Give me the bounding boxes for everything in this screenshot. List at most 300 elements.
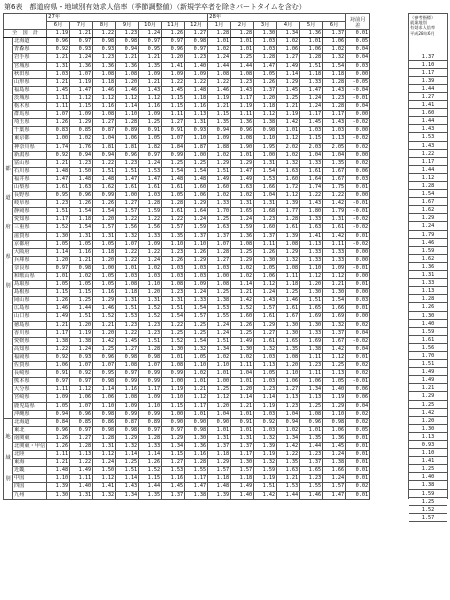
- ratio-cell: 1.37: [254, 86, 277, 94]
- table-row: [4, 159, 370, 167]
- ratio-cell: 1.04: [208, 410, 231, 418]
- table-row: [4, 451, 370, 459]
- ratio-cell: 1.03: [254, 378, 277, 386]
- diff-cell: -0.01: [346, 94, 370, 102]
- diff-cell: 0.02: [346, 370, 370, 378]
- group-label-char: 別: [5, 476, 11, 483]
- row-name: 福島県: [13, 86, 47, 94]
- ratio-cell: 1.08: [93, 70, 116, 78]
- ratio-cell: 1.72: [277, 183, 300, 191]
- reference-value: 1.17: [409, 69, 447, 77]
- reference-value: 1.60: [409, 109, 447, 117]
- ratio-cell: 1.51: [116, 167, 139, 175]
- ratio-cell: 0.98: [116, 353, 139, 361]
- ratio-cell: 1.21: [231, 402, 254, 410]
- ratio-cell: 1.74: [300, 183, 323, 191]
- ratio-cell: 1.08: [162, 281, 185, 289]
- ratio-cell: 1.23: [300, 362, 323, 370]
- table-row: [4, 370, 370, 378]
- ratio-cell: 1.48: [162, 175, 185, 183]
- ratio-cell: 1.06: [300, 378, 323, 386]
- ratio-cell: 1.37: [323, 30, 346, 38]
- reference-value: 1.56: [409, 344, 447, 352]
- ratio-cell: 1.25: [231, 248, 254, 256]
- ratio-cell: 0.97: [139, 151, 162, 159]
- ratio-cell: 1.65: [300, 467, 323, 475]
- ratio-cell: 1.42: [231, 297, 254, 305]
- diff-cell: 0.01: [346, 232, 370, 240]
- ratio-cell: 1.13: [323, 135, 346, 143]
- ratio-cell: 1.90: [231, 143, 254, 151]
- diff-cell: 0.00: [346, 151, 370, 159]
- ratio-cell: 1.34: [116, 491, 139, 499]
- row-name: 愛知県: [13, 216, 47, 224]
- table-row: [4, 240, 370, 248]
- ratio-cell: 1.59: [231, 224, 254, 232]
- ratio-cell: 1.37: [300, 459, 323, 467]
- ratio-cell: 1.04: [93, 135, 116, 143]
- ratio-cell: 1.70: [208, 208, 231, 216]
- ratio-cell: 1.63: [277, 167, 300, 175]
- ratio-cell: 1.11: [254, 240, 277, 248]
- ratio-cell: 1.57: [185, 313, 208, 321]
- ratio-cell: 1.49: [208, 175, 231, 183]
- ratio-cell: 1.02: [277, 38, 300, 46]
- diff-cell: 0.02: [346, 143, 370, 151]
- ratio-cell: 1.20: [277, 362, 300, 370]
- ratio-cell: 1.22: [208, 78, 231, 86]
- ratio-cell: 1.24: [70, 345, 93, 353]
- ratio-cell: 1.07: [70, 70, 93, 78]
- reference-value: 1.12: [409, 174, 447, 182]
- ratio-cell: 1.61: [116, 183, 139, 191]
- ratio-cell: 0.96: [300, 418, 323, 426]
- ratio-cell: 1.26: [231, 321, 254, 329]
- ratio-cell: 1.01: [231, 151, 254, 159]
- ratio-cell: 1.74: [47, 143, 70, 151]
- ratio-cell: 1.31: [231, 200, 254, 208]
- diff-cell: 0.03: [346, 175, 370, 183]
- ratio-cell: 1.47: [300, 86, 323, 94]
- table-row: [4, 386, 370, 394]
- ratio-cell: 1.06: [277, 46, 300, 54]
- ratio-cell: 1.25: [208, 289, 231, 297]
- ratio-cell: 1.21: [70, 256, 93, 264]
- table-row: [4, 321, 370, 329]
- ratio-cell: 1.03: [254, 410, 277, 418]
- ratio-cell: 1.14: [254, 394, 277, 402]
- ratio-cell: 0.91: [162, 127, 185, 135]
- ratio-cell: 1.19: [70, 329, 93, 337]
- ratio-cell: 1.08: [116, 394, 139, 402]
- header-month: 11月: [162, 22, 185, 30]
- table-row: [4, 313, 370, 321]
- row-name: 島根県: [13, 289, 47, 297]
- ratio-cell: 1.05: [70, 240, 93, 248]
- ratio-cell: 1.33: [300, 216, 323, 224]
- ratio-cell: 1.32: [254, 459, 277, 467]
- ratio-cell: 1.14: [231, 281, 254, 289]
- ratio-cell: 1.18: [231, 475, 254, 483]
- ratio-cell: 1.12: [116, 94, 139, 102]
- diff-cell: 0.01: [346, 451, 370, 459]
- ratio-cell: 1.10: [277, 370, 300, 378]
- ratio-cell: 1.12: [93, 94, 116, 102]
- ratio-cell: 1.27: [70, 434, 93, 442]
- ratio-cell: 1.43: [116, 483, 139, 491]
- ratio-cell: 1.22: [185, 78, 208, 86]
- ratio-cell: 1.43: [231, 86, 254, 94]
- diff-cell: 0.01: [346, 475, 370, 483]
- ratio-cell: 1.57: [116, 208, 139, 216]
- ratio-cell: 1.37: [185, 232, 208, 240]
- ratio-cell: 1.27: [277, 54, 300, 62]
- ratio-cell: 1.07: [116, 240, 139, 248]
- ratio-cell: 1.03: [162, 264, 185, 272]
- ratio-cell: 1.32: [323, 321, 346, 329]
- ratio-cell: 0.98: [139, 353, 162, 361]
- ratio-cell: 1.28: [254, 54, 277, 62]
- ratio-cell: 0.96: [47, 38, 70, 46]
- ratio-cell: 0.95: [93, 370, 116, 378]
- ratio-cell: 1.12: [277, 135, 300, 143]
- diff-cell: 0.00: [346, 273, 370, 281]
- header-month: 6月: [323, 22, 346, 30]
- diff-cell: -0.01: [346, 378, 370, 386]
- ratio-cell: 0.97: [139, 426, 162, 434]
- ratio-cell: 1.48: [185, 175, 208, 183]
- reference-value: 1.44: [409, 117, 447, 125]
- ratio-cell: 1.01: [185, 410, 208, 418]
- ratio-cell: 0.98: [323, 418, 346, 426]
- ratio-cell: 1.11: [231, 111, 254, 119]
- reference-value: 1.10: [409, 61, 447, 69]
- row-name: 高知県: [13, 345, 47, 353]
- ratio-cell: 1.47: [139, 175, 162, 183]
- ratio-cell: 1.14: [116, 451, 139, 459]
- ratio-cell: 1.18: [208, 475, 231, 483]
- ratio-cell: 1.47: [47, 175, 70, 183]
- ratio-cell: 1.17: [300, 111, 323, 119]
- row-name: 茨城県: [13, 94, 47, 102]
- ratio-cell: 0.94: [277, 418, 300, 426]
- ratio-cell: 1.45: [47, 86, 70, 94]
- ratio-cell: 1.18: [208, 451, 231, 459]
- header-month: 2月: [231, 22, 254, 30]
- ratio-cell: 1.28: [323, 78, 346, 86]
- ratio-cell: 1.51: [93, 167, 116, 175]
- ratio-cell: 1.03: [208, 264, 231, 272]
- ratio-cell: 1.22: [323, 192, 346, 200]
- ratio-cell: 1.56: [116, 224, 139, 232]
- ratio-cell: 0.91: [47, 370, 70, 378]
- ratio-cell: 1.14: [47, 248, 70, 256]
- ratio-cell: 1.53: [116, 313, 139, 321]
- row-name: 大阪府: [13, 248, 47, 256]
- reference-value: 1.40: [409, 320, 447, 328]
- ratio-cell: 1.34: [208, 345, 231, 353]
- ratio-cell: 1.05: [254, 70, 277, 78]
- ratio-cell: 1.25: [185, 159, 208, 167]
- table-row: [4, 491, 370, 499]
- header-month: 8月: [93, 22, 116, 30]
- ratio-cell: 1.84: [162, 143, 185, 151]
- reference-value: 1.54: [409, 190, 447, 198]
- ratio-cell: 1.42: [323, 232, 346, 240]
- ratio-cell: 1.05: [93, 240, 116, 248]
- ratio-cell: 1.40: [323, 386, 346, 394]
- ratio-cell: 1.67: [323, 337, 346, 345]
- ratio-cell: 1.42: [93, 337, 116, 345]
- ratio-cell: 0.97: [70, 378, 93, 386]
- ratio-cell: 1.33: [300, 78, 323, 86]
- ratio-cell: 1.30: [185, 434, 208, 442]
- ratio-cell: 1.25: [139, 119, 162, 127]
- ratio-cell: 1.19: [231, 103, 254, 111]
- ratio-cell: 1.14: [116, 103, 139, 111]
- diff-cell: 0.04: [346, 103, 370, 111]
- ratio-cell: 1.12: [277, 192, 300, 200]
- ratio-cell: 0.92: [47, 46, 70, 54]
- ratio-cell: 1.52: [47, 224, 70, 232]
- table-row: [4, 175, 370, 183]
- ratio-cell: 1.18: [277, 281, 300, 289]
- ratio-cell: 1.22: [116, 216, 139, 224]
- ratio-cell: 1.06: [323, 426, 346, 434]
- reference-value: 0.93: [409, 441, 447, 449]
- ratio-cell: 1.05: [185, 353, 208, 361]
- ratio-cell: 1.17: [185, 402, 208, 410]
- ratio-cell: 1.00: [254, 151, 277, 159]
- diff-cell: -0.02: [346, 224, 370, 232]
- ratio-cell: 1.26: [162, 256, 185, 264]
- reference-value: 1.62: [409, 206, 447, 214]
- table-row: [4, 305, 370, 313]
- ratio-cell: 1.51: [254, 483, 277, 491]
- group-label-prefecture: [4, 38, 13, 418]
- ratio-cell: 1.16: [116, 386, 139, 394]
- ratio-cell: 1.23: [323, 94, 346, 102]
- ratio-cell: 1.21: [47, 159, 70, 167]
- ratio-cell: 1.05: [70, 281, 93, 289]
- ratio-cell: 1.12: [254, 111, 277, 119]
- ratio-cell: 1.61: [323, 224, 346, 232]
- ratio-cell: 1.44: [231, 62, 254, 70]
- header-month: 5月: [300, 22, 323, 30]
- table-row: [4, 248, 370, 256]
- ratio-cell: 1.10: [185, 135, 208, 143]
- ratio-cell: 1.29: [231, 159, 254, 167]
- ratio-cell: 1.19: [254, 451, 277, 459]
- ratio-cell: 1.19: [254, 402, 277, 410]
- ratio-cell: 0.87: [116, 418, 139, 426]
- ratio-cell: 1.02: [70, 273, 93, 281]
- ratio-cell: 1.17: [323, 111, 346, 119]
- ratio-cell: 1.04: [300, 151, 323, 159]
- ratio-cell: 1.11: [277, 273, 300, 281]
- ratio-cell: 1.56: [139, 224, 162, 232]
- ratio-cell: 1.18: [185, 94, 208, 102]
- row-name: 滋賀県: [13, 232, 47, 240]
- ratio-cell: 1.06: [47, 362, 70, 370]
- ratio-cell: 1.09: [185, 70, 208, 78]
- ratio-cell: 1.09: [139, 111, 162, 119]
- ratio-cell: 1.02: [277, 426, 300, 434]
- ratio-cell: 1.31: [116, 297, 139, 305]
- table-row: [4, 281, 370, 289]
- ratio-cell: 1.02: [231, 353, 254, 361]
- header-month: 4月: [277, 22, 300, 30]
- ratio-cell: 1.26: [47, 442, 70, 450]
- ratio-cell: 1.69: [300, 313, 323, 321]
- ratio-cell: 1.04: [231, 370, 254, 378]
- ratio-cell: 1.06: [93, 394, 116, 402]
- ratio-cell: 1.35: [323, 159, 346, 167]
- ratio-cell: 1.46: [47, 305, 70, 313]
- diff-cell: -0.01: [346, 208, 370, 216]
- diff-cell: -0.02: [346, 119, 370, 127]
- ratio-cell: 1.01: [162, 353, 185, 361]
- row-name: 佐賀県: [13, 362, 47, 370]
- ratio-cell: 1.13: [254, 362, 277, 370]
- ratio-cell: 0.96: [47, 426, 70, 434]
- ratio-cell: 1.42: [323, 200, 346, 208]
- reference-value: 1.43: [409, 142, 447, 150]
- ratio-cell: 1.17: [185, 475, 208, 483]
- ratio-cell: 1.09: [323, 264, 346, 272]
- ratio-cell: 1.52: [162, 337, 185, 345]
- diff-cell: 0.00: [346, 248, 370, 256]
- ratio-cell: 1.07: [47, 111, 70, 119]
- ratio-cell: 1.28: [139, 345, 162, 353]
- ratio-cell: 1.24: [139, 256, 162, 264]
- reference-indicator-note: [408, 13, 448, 521]
- ratio-cell: 1.28: [139, 434, 162, 442]
- ratio-cell: 1.17: [47, 216, 70, 224]
- ratio-cell: 1.23: [162, 248, 185, 256]
- ratio-cell: 1.16: [70, 248, 93, 256]
- table-row: [4, 256, 370, 264]
- ratio-cell: 1.30: [231, 459, 254, 467]
- ratio-cell: 1.15: [162, 451, 185, 459]
- table-row: [4, 167, 370, 175]
- ratio-cell: 1.16: [93, 289, 116, 297]
- ratio-cell: 1.10: [162, 394, 185, 402]
- ratio-cell: 1.57: [231, 467, 254, 475]
- ratio-cell: 1.25: [208, 386, 231, 394]
- ratio-cell: 1.46: [277, 297, 300, 305]
- reference-value: 1.26: [409, 303, 447, 311]
- ratio-cell: 0.96: [70, 410, 93, 418]
- diff-cell: 0.02: [346, 418, 370, 426]
- reference-value: 1.61: [409, 336, 447, 344]
- ratio-cell: 1.28: [70, 442, 93, 450]
- ratio-cell: 1.24: [70, 54, 93, 62]
- header-month: 6月: [47, 22, 70, 30]
- row-name: 東北: [13, 426, 47, 434]
- ratio-cell: 1.08: [231, 70, 254, 78]
- diff-cell: 0.01: [346, 281, 370, 289]
- ratio-cell: 1.48: [47, 467, 70, 475]
- table-row: [4, 442, 370, 450]
- ratio-cell: 1.33: [300, 248, 323, 256]
- ratio-cell: 1.30: [47, 232, 70, 240]
- table-row: [4, 378, 370, 386]
- ratio-cell: 1.02: [208, 353, 231, 361]
- ratio-cell: 1.33: [300, 159, 323, 167]
- ratio-cell: 1.10: [93, 402, 116, 410]
- ratio-cell: 1.04: [254, 192, 277, 200]
- row-name: 南関東: [13, 434, 47, 442]
- ratio-cell: 1.26: [47, 434, 70, 442]
- ratio-cell: 1.68: [254, 208, 277, 216]
- reference-value: 1.59: [409, 247, 447, 255]
- ratio-cell: 1.30: [323, 289, 346, 297]
- diff-cell: 0.01: [346, 183, 370, 191]
- ratio-cell: 0.94: [116, 46, 139, 54]
- table-row: [4, 434, 370, 442]
- reference-value: 1.21: [409, 384, 447, 392]
- reference-value: 1.40: [409, 473, 447, 481]
- ratio-cell: 1.43: [139, 86, 162, 94]
- ratio-cell: 1.06: [300, 46, 323, 54]
- ratio-cell: 1.40: [70, 483, 93, 491]
- ratio-cell: 1.46: [208, 86, 231, 94]
- ratio-cell: 1.45: [300, 119, 323, 127]
- reference-value: 1.29: [409, 392, 447, 400]
- ratio-cell: 1.24: [185, 216, 208, 224]
- ratio-cell: 1.54: [185, 337, 208, 345]
- ratio-cell: 1.01: [185, 378, 208, 386]
- ratio-cell: 1.05: [47, 281, 70, 289]
- ratio-cell: 1.12: [70, 386, 93, 394]
- ratio-cell: 1.14: [93, 386, 116, 394]
- reference-value: 1.53: [409, 133, 447, 141]
- ratio-cell: 1.35: [139, 62, 162, 70]
- ratio-cell: 1.60: [185, 183, 208, 191]
- ratio-cell: 0.84: [47, 418, 70, 426]
- ratio-cell: 1.42: [323, 345, 346, 353]
- ratio-cell: 0.93: [70, 46, 93, 54]
- ratio-cell: 1.30: [231, 345, 254, 353]
- ratio-cell: 1.07: [70, 362, 93, 370]
- diff-cell: 0.04: [346, 402, 370, 410]
- ratio-cell: 1.29: [208, 459, 231, 467]
- ratio-cell: 1.69: [323, 313, 346, 321]
- ratio-cell: 0.86: [93, 418, 116, 426]
- ratio-cell: 1.24: [254, 289, 277, 297]
- row-name: 新潟県: [13, 151, 47, 159]
- reference-value: 1.22: [409, 150, 447, 158]
- ratio-cell: 1.05: [139, 135, 162, 143]
- ratio-cell: 1.43: [323, 119, 346, 127]
- reference-value: 1.62: [409, 255, 447, 263]
- ratio-cell: 1.28: [277, 216, 300, 224]
- table-row: [4, 135, 370, 143]
- diff-cell: -0.01: [346, 264, 370, 272]
- row-name: 山形県: [13, 78, 47, 86]
- ratio-cell: 1.65: [231, 208, 254, 216]
- ratio-cell: 1.22: [162, 78, 185, 86]
- ratio-cell: 1.50: [93, 467, 116, 475]
- row-name: 広島県: [13, 305, 47, 313]
- ratio-cell: 1.41: [300, 232, 323, 240]
- ratio-cell: 1.21: [116, 54, 139, 62]
- ratio-cell: 1.24: [185, 289, 208, 297]
- ratio-cell: 1.35: [139, 491, 162, 499]
- ratio-cell: 1.00: [116, 192, 139, 200]
- ratio-cell: 1.54: [162, 313, 185, 321]
